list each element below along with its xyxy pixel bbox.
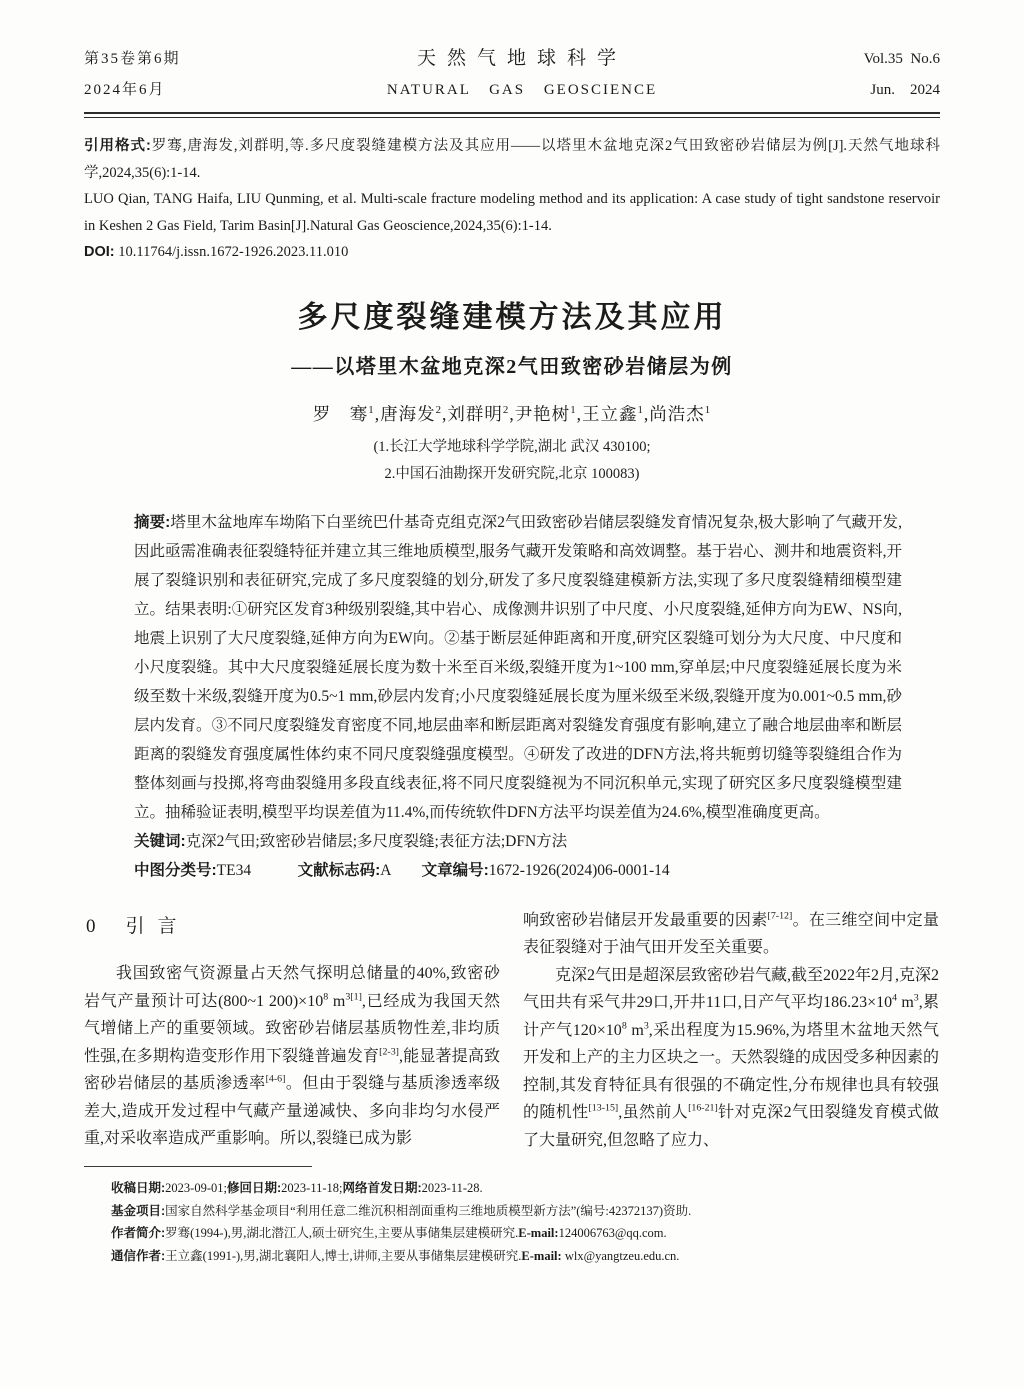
header-volume-block [864, 44, 940, 106]
footnote-corresponding-author: 通信作者:王立鑫(1991-),男,湖北襄阳人,博士,讲师,主要从事储集层建模研究.E-mail: wlx@yangtzeu.edu.cn. [111, 1248, 680, 1263]
article-subtitle: ——以塔里木盆地克深2气田致密砂岩储层为例 [291, 355, 733, 378]
section-title: 引言 [125, 915, 190, 937]
intro-paragraph-right: 克深2气田是超深层致密砂岩气藏,截至2022年2月,克深2气田共有采气井29口,开井11口,日产气平均$186.23\times 10^4$ $m^3$,累计产气$120\times 10^8$ $m^3$,采出程度为15.96%,为塔里木盆地天然气开发和上产的主力区块之一。天然裂缝的成因受多种因素的控制,其发育特征具有很强的不确定性,分布规律也具有较强的随机性[13-15],虽然前人[16-21]针对克深2气田裂缝发育模式做了大量研究,但忽略了应力、 [523, 966, 940, 1149]
abstract-text: 摘要:塔里木盆地库车坳陷下白垩统巴什基奇克组克深2气田致密砂岩储层裂缝发育情况复杂,极大影响了气藏开发,因此亟需准确表征裂缝特征并建立其三维地质模型,服务气藏开发策略和高效调整。基于岩心、测井和地震资料,开展了裂缝识别和表征研究,完成了多尺度裂缝的划分,研发了多尺度裂缝建模新方法,实现了多尺度裂缝精细模型建立。结果表明:①研究区发育3种级别裂缝,其中岩心、成像测井识别了中尺度、小尺度裂缝,延伸方向为EW、NS向,地震上识别了大尺度裂缝,延伸方向为EW向。②基于断层延伸距离和开度,研究区裂缝可划分为大尺度、中尺度和小尺度裂缝。其中大尺度裂缝延展长度为数十米至百米级,裂缝开度为1~100 mm,穿单层;中尺度裂缝延展长度为米级至数十米级,裂缝开度为0.5~1 mm,砂层内发育;小尺度裂缝延展长度为厘米级至米级,裂缝开度为0.001~0.5 mm,砂层内发育。③不同尺度裂缝发育密度不同,地层曲率和断层距离对裂缝发育强度有影响,建立了融合地层曲率和断层距离的裂缝发育强度属性体约束不同尺度裂缝强度模型。④研发了改进的DFN方法,将共轭剪切缝等裂缝组合作为整体刻画与投掷,将弯曲裂缝用多段直线表征,将不同尺度裂缝视为不同沉积单元,实现了研究区多尺度裂缝模型建立。抽稀验证表明,模型平均误差值为11.4%,而传统软件DFN方法平均误差值为24.6%,模型准确度更高。 [134, 513, 902, 821]
doi-line: DOI: 10.11764/j.issn.1672-1926.2023.11.010 [84, 244, 349, 260]
journal-title-en: NATURAL GAS GEOSCIENCE [386, 82, 658, 98]
affiliation-2: 2.中国石油勘探开发研究院,北京 100083) [384, 465, 640, 482]
issue-number-cn: 第35卷第6期 [84, 51, 181, 67]
journal-title-cn: 天然气地球科学 [417, 48, 628, 69]
issue-date-en: Jun. 2024 [870, 82, 940, 98]
header-double-rule [84, 112, 940, 118]
classification-line: 中图分类号:TE34 文献标志码:A 文章编号:1672-1926(2024)06-0001-14 [134, 861, 670, 879]
body-columns [84, 907, 940, 1155]
right-column [523, 907, 939, 1155]
journal-header [84, 44, 940, 106]
author-list: 罗 骞$^1$,唐海发$^2$,刘群明$^2$,尹艳树$^1$,王立鑫$^1$,尚浩杰$^1$ [312, 403, 712, 424]
footnote-area [84, 1166, 940, 1267]
left-column [84, 907, 500, 1155]
footnote-author-bio: 作者简介:罗骞(1994-),男,湖北潜江人,硕士研究生,主要从事储集层建模研究.E-mail:124006763@qq.com. [111, 1226, 667, 1240]
footnote-funding: 基金项目:国家自然科学基金项目“利用任意二维沉积相剖面重构三维地质模型新方法”(编号:42372137)资助. [111, 1203, 692, 1218]
abstract-block [134, 508, 902, 885]
journal-title-block [387, 44, 657, 106]
section-number: 0 [86, 915, 96, 937]
footnote-received-date: 收稿日期:2023-09-01;修回日期:2023-11-18;网络首发日期:2023-11-28. [111, 1181, 483, 1195]
intro-paragraph-left: 我国致密气资源量占天然气探明总储量的40%,致密砂岩气产量预计可达(800~1 $200)\times 10^8$ $m^{3[1]}$,已经成为我国天然气增储上产的重要领域。致密砂岩储层基质物性差,非均质性强,在多期构造变形作用下裂缝普遍发育[2-3],能显著提高致密砂岩储层的基质渗透率[4-6]。但由于裂缝与基质渗透率级差大,造成开发过程中气藏产量递减快、多向非均匀水侵严重,对采收率造成严重影响。所以,裂缝已成为影 [84, 965, 500, 1147]
article-title: 多尺度裂缝建模方法及其应用 [297, 300, 727, 334]
footnote-divider [84, 1166, 312, 1167]
affiliations [84, 434, 940, 488]
citation-block [84, 133, 940, 266]
header-issue-block [84, 44, 181, 106]
footnote-lines [84, 1177, 940, 1267]
keywords-line: 关键词:克深2气田;致密砂岩储层;多尺度裂缝;表征方法;DFN方法 [134, 832, 568, 850]
citation-cn: 引用格式:罗骞,唐海发,刘群明,等.多尺度裂缝建模方法及其应用——以塔里木盆地克深2气田致密砂岩储层为例[J].天然气地球科学,2024,35(6):1-14. [84, 138, 940, 181]
affiliation-1: (1.长江大学地球科学学院,湖北 武汉 430100; [373, 438, 651, 455]
intro-paragraph-continuation: 响致密砂岩储层开发最重要的因素[7-12]。在三维空间中定量表征裂缝对于油气田开发至关重要。 [523, 910, 939, 956]
volume-number-en: Vol.35 No.6 [863, 51, 940, 67]
issue-date-cn: 2024年6月 [84, 82, 166, 98]
citation-en: LUO Qian, TANG Haifa, LIU Qunming, et al. Multi-scale fracture modeling method and its application: A case study of tight sandstone reservoir in Keshen 2 Gas Field, Tarim Basin[J].Natural Gas Geoscience,2024,35(6):1-14. [84, 191, 940, 234]
section-heading-intro [86, 913, 500, 941]
